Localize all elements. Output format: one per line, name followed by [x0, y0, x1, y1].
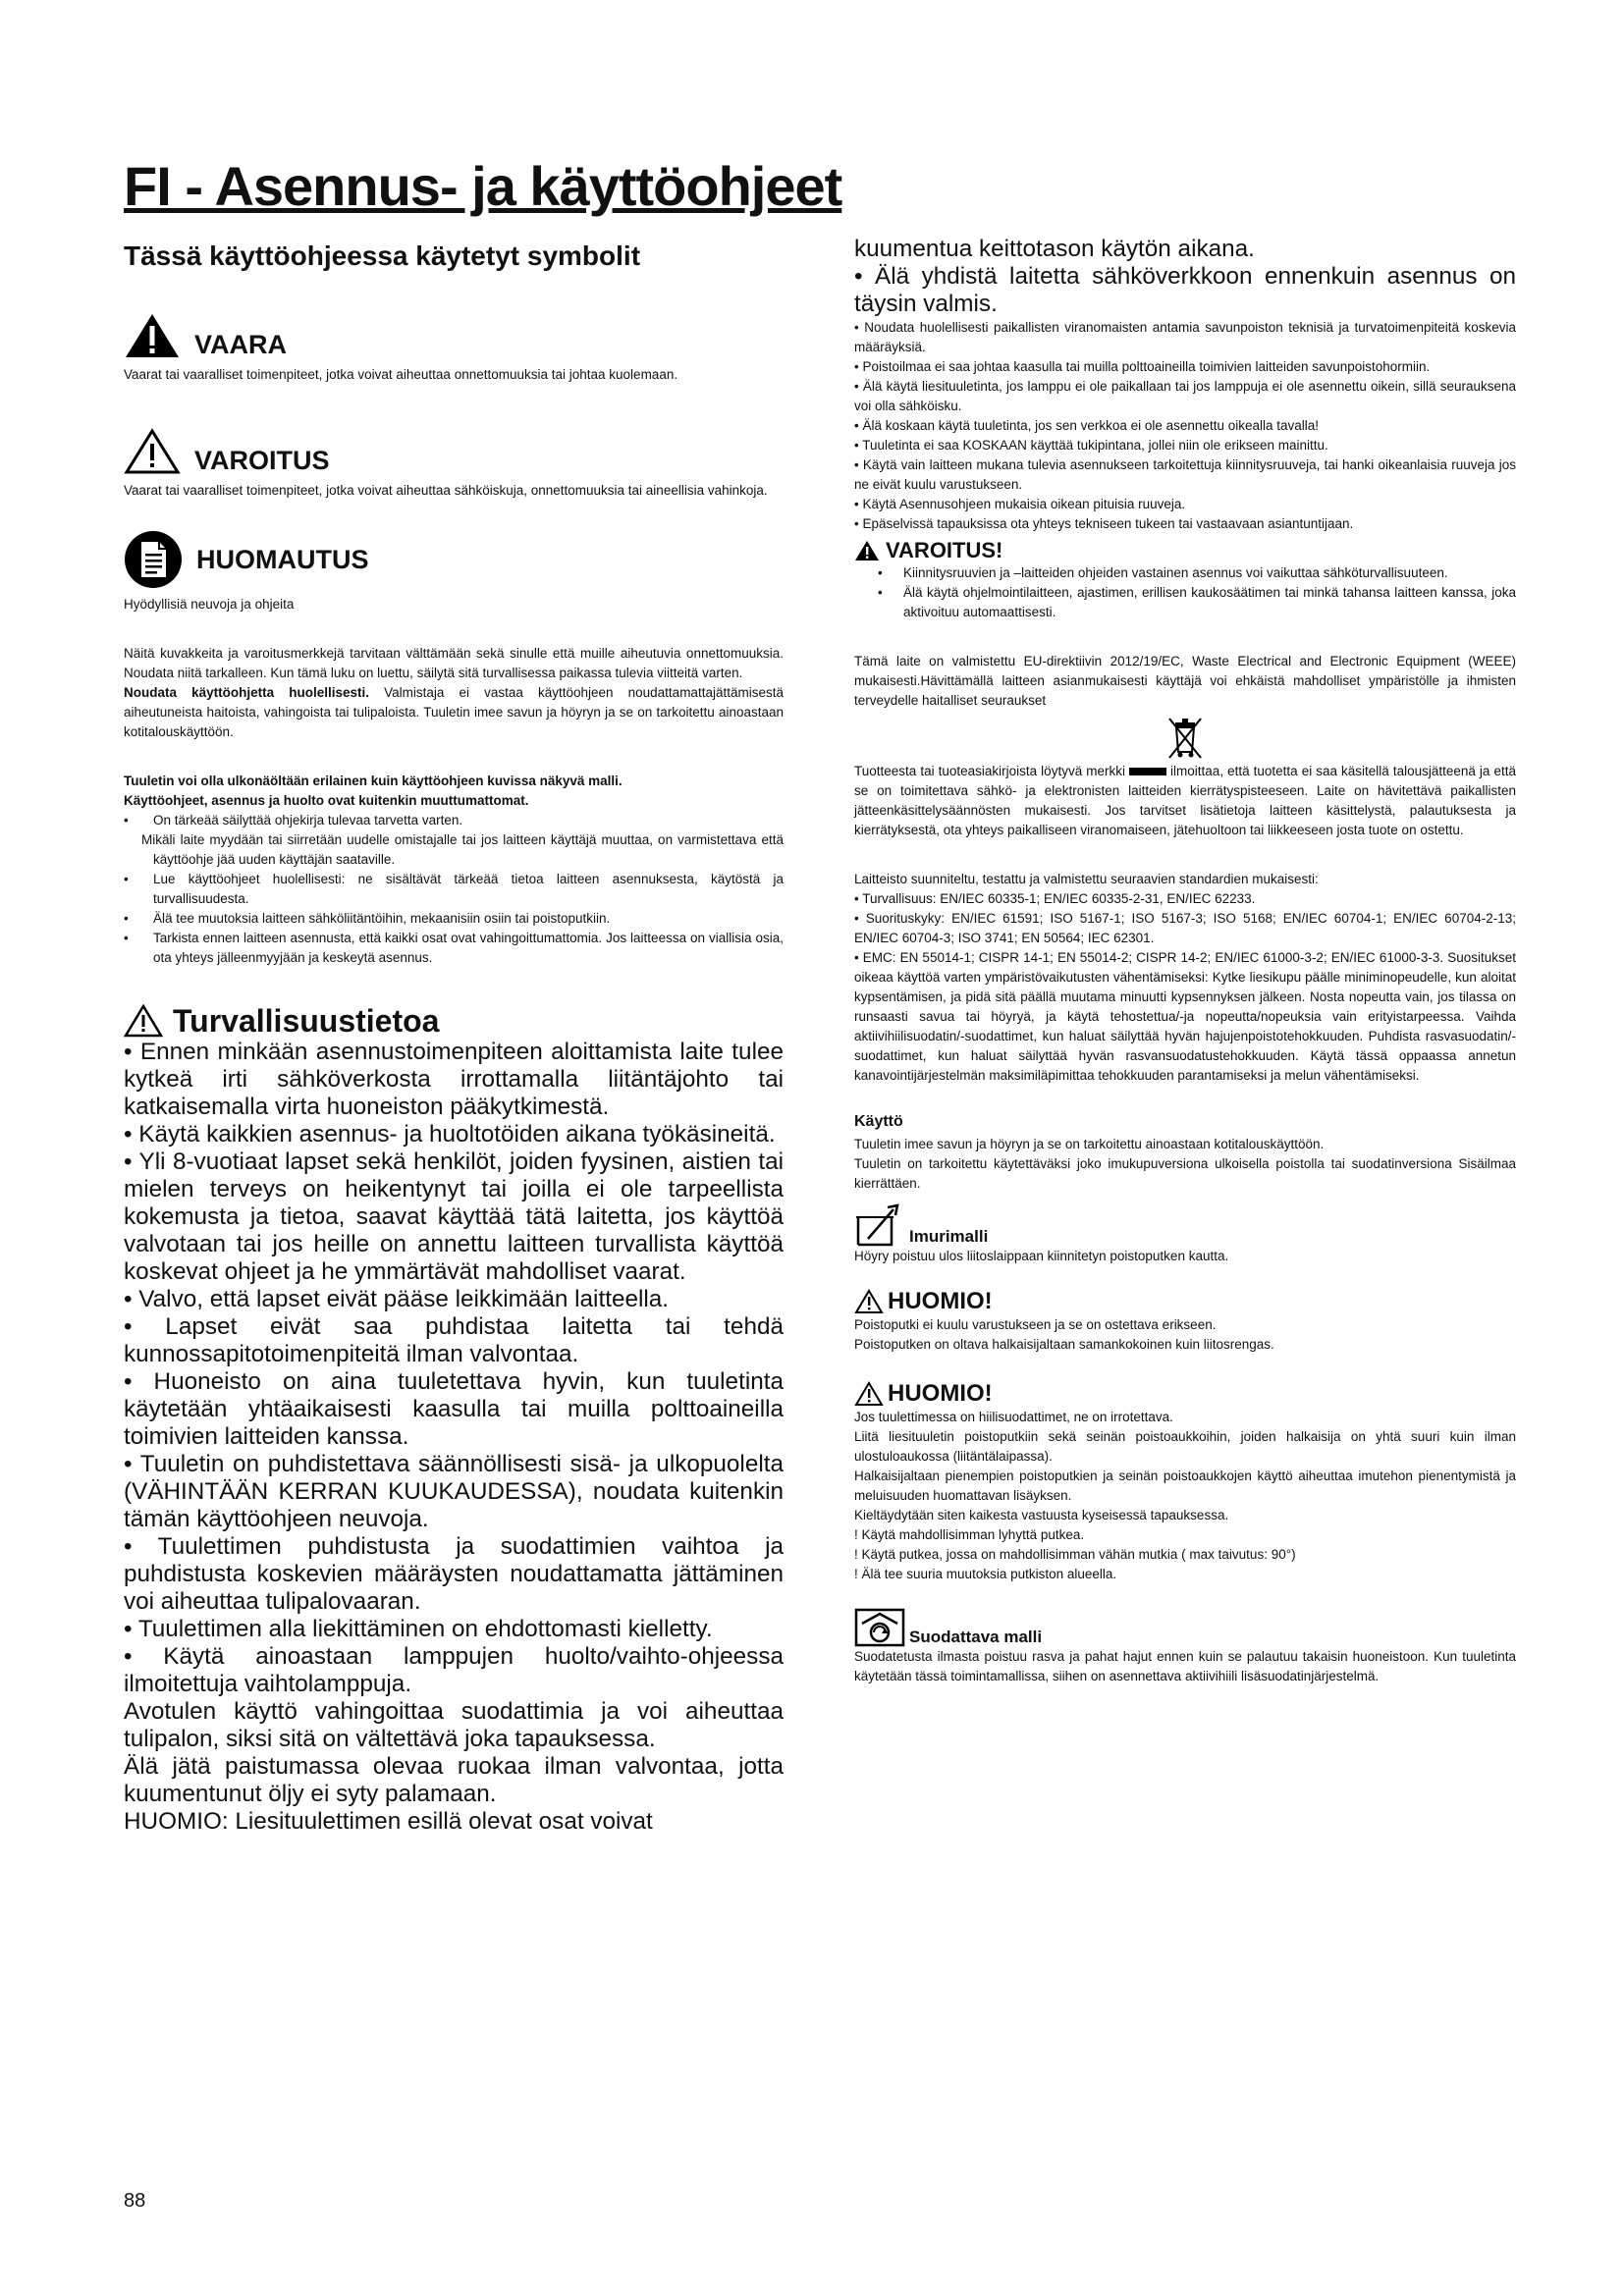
safety-item: HUOMIO: Liesituulettimen esillä olevat osat voivat [124, 1808, 653, 1835]
kaytto-heading: Käyttö [854, 1113, 903, 1130]
safety-item: • Käytä kaikkien asennus- ja huoltotöiden aikana työkäsineitä. [124, 1121, 776, 1148]
appearance-note-line2: Käyttöohjeet, asennus ja huolto ovat kuitenkin muuttumattomat. [124, 793, 529, 808]
huomautus-description: Hyödyllisiä neuvoja ja ohjeita [124, 597, 295, 612]
huomautus-title: HUOMAUTUS [196, 545, 369, 574]
list-item: • On tärkeää säilyttää ohjekirja tulevaa tarvetta varten. [124, 813, 463, 828]
vaara-description: Vaarat tai vaaralliset toimenpiteet, jotka voivat aiheuttaa onnettomuuksia tai johtaa kuolemaan. [124, 367, 678, 382]
varoitus-symbol-row [124, 428, 784, 475]
safety-continuation: kuumentua keittotason käytön aikana. [854, 236, 1255, 262]
suodattava-text: Suodatetusta ilmasta poistuu rasva ja pahat hajut ennen kuin se palautuu takaisin huoneistoon. Kun tuuletinta käytetään tässä toimintamallissa, siihen on asennettava aktiivihiili lisäsuodatinjärjestelmä. [854, 1649, 1516, 1683]
safety-item: • Lapset eivät saa puhdistaa laitetta tai tehdä kunnossapitotoimenpiteitä ilman valvontaa. [124, 1313, 784, 1367]
safety-small-item: • Älä koskaan käytä tuuletinta, jos sen verkkoa ei ole asennettu oikealla tavalla! [854, 418, 1320, 433]
general-bullets-2 [124, 870, 784, 968]
list-item: • Tarkista ennen laitteen asennusta, että kaikki osat ovat vahingoittumattomia. Jos laitteessa on viallisia osia, ota yhteys jälleenmyyjään ja keskeytä asennus. [124, 931, 784, 965]
imurimalli-heading-row [854, 1203, 1516, 1247]
general-bullets [124, 811, 784, 830]
safety-item: • Älä yhdistä laitetta sähköverkkoon ennenkuin asennus on täysin valmis. [854, 263, 1516, 317]
safety-item: • Tuulettimen alla liekittäminen on ehdottomasti kielletty. [124, 1616, 713, 1642]
follow-instructions-text: Valmistaja ei vastaa käyttöohjeen noudattamattajättämisestä aiheutuneista haitoista, vahingoista tai tulipaloista. Tuuletin imee savun ja höyryn ja se on tarkoitettu ainoastaan kotitalouskäyttöön. [124, 685, 784, 739]
standards-item: • Turvallisuus: EN/IEC 60335-1; EN/IEC 60335-2-31, EN/IEC 62233. [854, 891, 1256, 906]
standards-intro: Laitteisto suunniteltu, testattu ja valmistettu seuraavien standardien mukaisesti: [854, 872, 1319, 886]
huomio2-text: Liitä liesituuletin poistoputkiin sekä seinän poistoaukkoihin, joiden halkaisija on yhtä suuri kuin ilman ulostuloaukossa (liitäntälaipassa). [854, 1429, 1516, 1464]
list-item: • Lue käyttöohjeet huolellisesti: ne sisältävät tärkeää tietoa laitteen asennuksesta, käytöstä ja turvallisuudesta. [124, 872, 784, 906]
safety-small-item: • Käytä vain laitteen mukana tulevia asennukseen tarkoitettuja kiinnitysruuveja, tai hanki oikeanlaisia ruuveja jos ne eivät kuulu varustukseen. [854, 457, 1516, 492]
list-item: • Älä tee muutoksia laitteen sähköliitäntöihin, mekaanisiin osiin tai poistoputkiin. [124, 911, 611, 926]
safety-item: • Huoneisto on aina tuuletettava hyvin, kun tuuletinta käytetään yhtäaikaisesti kaasulla tai muilla polttoaineilla toimivien laitteiden kanssa. [124, 1368, 784, 1450]
varoitus-bullets [878, 563, 1516, 622]
warning-triangle-icon [124, 428, 181, 475]
huomio2-text: Jos tuulettimessa on hiilisuodattimet, ne on irrotettava. [854, 1410, 1173, 1424]
varoitus-heading: VAROITUS! [886, 538, 1003, 562]
recirculation-hood-icon [854, 1608, 905, 1647]
varoitus-heading-row [854, 538, 1516, 563]
follow-instructions-paragraph [124, 683, 784, 742]
warning-triangle-icon [854, 1289, 884, 1314]
black-bar-mark-icon [1129, 768, 1166, 775]
huomio2-text: Kieltäydytään siten kaikesta vastuusta kyseisessä tapauksessa. [854, 1508, 1229, 1522]
safety-small-item: • Poistoilmaa ei saa johtaa kaasulla tai muilla polttoaineilla toimivien laitteiden savunpoistohormiin. [854, 359, 1431, 374]
varoitus-description: Vaarat tai vaaralliset toimenpiteet, jotka voivat aiheuttaa sähköiskuja, onnettomuuksia tai aineellisia vahinkoja. [124, 483, 768, 498]
safety-item: • Käytä ainoastaan lamppujen huolto/vaihto-ohjeessa ilmoitettuja vaihtolamppuja. [124, 1643, 784, 1697]
varoitus-title: VAROITUS [194, 446, 330, 475]
suodattava-heading-row [854, 1608, 1516, 1647]
kaytto-text: Tuuletin on tarkoitettu käytettäväksi joko imukupuversiona ulkoisella poistolla tai suodatinversiona Sisäilmaa kierrättäen. [854, 1156, 1516, 1191]
huomio1-heading-row [854, 1288, 1516, 1315]
huomio1-text: Poistoputki ei kuulu varustukseen ja se on ostettava erikseen. [854, 1317, 1217, 1332]
safety-item: • Tuulettimen puhdistusta ja suodattimien vaihtoa ja puhdistusta koskevien määräysten noudattamatta jättäminen voi aiheuttaa tulipalovaaran. [124, 1533, 784, 1615]
danger-triangle-icon [854, 540, 880, 561]
safety-small-item: • Noudata huolellisesti paikallisten viranomaisten antamia savunpoiston teknisiä ja turvatoimenpiteitä koskevia määräyksiä. [854, 320, 1516, 354]
standards-item: • Suorituskyky: EN/IEC 61591; ISO 5167-1; ISO 5167-3; ISO 5168; EN/IEC 60704-1; EN/IEC 60704-2-13; EN/IEC 60704-3; ISO 3741; EN 50564; IEC 62301. [854, 911, 1516, 945]
huomio2-text: ! Älä tee suuria muutoksia putkiston alueella. [854, 1567, 1117, 1581]
huomio1-heading: HUOMIO! [888, 1288, 993, 1314]
standards-item: • EMC: EN 55014-1; CISPR 14-1; EN 55014-2; CISPR 14-2; EN/IEC 61000-3-2; EN/IEC 61000-3-3. Suositukset oikeaa käyttöä varten ympäristövaikutusten vähentämiseksi: Kytke liesikupu päälle miniminopeudelle, kun aloitat kypsentämisen, ja pidä sitä päällä muutama minuutti kypsennyksen jälkeen. Nosta nopeutta vain, jos tilassa on runsaasti savua tai höyryä, ja käytä tehostettua/-ja nopeutta/nopeuksia vain erityistarpeessa. Vaihda aktiivihiilisuodatin/-suodattimet, kun haluat säilyttää hyvän hajujenpoistotehokkuuden. Puhdista rasvasuodatin/-suodattimet, kun haluat säilyttää hyvän rasvansuodatustehokkuuden. Käytä tässä oppaassa annetun kanavointijärjestelmän maksimiläpimittaa tehokkuuden parantamiseksi ja melun vähentämiseksi. [854, 950, 1516, 1083]
safety-small-item: • Älä käytä liesituuletinta, jos lamppu ei ole paikallaan tai jos lamppuja ei ole asennettu oikein, sillä seurauksena voi olla sähköisku. [854, 379, 1516, 413]
huomautus-symbol-row [124, 530, 784, 589]
extraction-hood-icon [854, 1203, 905, 1247]
safety-heading-row [124, 1003, 784, 1039]
imurimalli-heading: Imurimalli [909, 1227, 989, 1246]
warning-triangle-icon [124, 1004, 163, 1038]
safety-small-item: • Käytä Asennusohjeen mukaisia oikean pituisia ruuveja. [854, 497, 1186, 511]
suodattava-heading: Suodattava malli [909, 1628, 1043, 1646]
safety-small-item: • Epäselvissä tapauksissa ota yhteys tekniseen tukeen tai vastaavaan asiantuntijaan. [854, 516, 1354, 531]
imurimalli-text: Höyry poistuu ulos liitoslaippaan kiinnitetyn poistoputken kautta. [854, 1249, 1229, 1263]
note-document-icon [124, 530, 183, 589]
appearance-note-line1: Tuuletin voi olla ulkonäöltään erilainen kuin käyttöohjeen kuvissa näkyvä malli. [124, 774, 623, 788]
safety-item: • Valvo, että lapset eivät pääse leikkimään laitteella. [124, 1286, 670, 1312]
vaara-title: VAARA [194, 330, 287, 359]
safety-small-item: • Tuuletinta ei saa KOSKAAN käyttää tukipintana, jollei niin ole erikseen mainittu. [854, 438, 1328, 453]
safety-heading: Turvallisuustietoa [173, 1003, 440, 1039]
crossed-bin-icon [1165, 715, 1205, 762]
page-number: 88 [124, 2190, 146, 2212]
huomio1-text: Poistoputken on oltava halkaisijaltaan samankokoinen kuin liitosrengas. [854, 1337, 1274, 1352]
safety-item: • Yli 8-vuotiaat lapset sekä henkilöt, joiden fyysinen, aistien tai mielen terveys on heikentynyt tai joilla ei ole tarpeellista kokemusta ja tietoa, saavat käyttää tätä laitetta, jos käyttöä valvotaan tai jos heille on annettu laitteen turvallista käyttöä koskevat ohjeet ja he ymmärtävät mahdolliset vaarat. [124, 1148, 784, 1285]
list-item: • Älä käytä ohjelmointilaitteen, ajastimen, erillisen kaukosäätimen tai minkä tahansa laitteen kanssa, joka aktivoituu automaattisesti. [878, 585, 1516, 619]
huomio2-text: ! Käytä mahdollisimman lyhyttä putkea. [854, 1527, 1085, 1542]
huomio2-heading-row [854, 1380, 1516, 1408]
right-column [854, 236, 1516, 1686]
list-item: • Kiinnitysruuvien ja –laitteiden ohjeiden vastainen asennus voi vaikuttaa sähköturvallisuuteen. [878, 565, 1448, 580]
safety-item: Avotulen käyttö vahingoittaa suodattimia ja voi aiheuttaa tulipalon, siksi sitä on vältettävä joka tapauksessa. [124, 1698, 784, 1752]
warning-triangle-icon [854, 1381, 884, 1407]
huomio2-text: ! Käytä putkea, jossa on mahdollisimman vähän mutkia ( max taivutus: 90°) [854, 1547, 1296, 1562]
left-column [124, 236, 784, 1836]
page-title: FI - Asennus- ja käyttöohjeet [124, 155, 842, 217]
weee-mark-paragraph: Tuotteesta tai tuoteasiakirjoista löytyvä merkki ilmoittaa, että tuotetta ei saa käsitellä talousjätteenä ja että se on toimitettava sähkö- ja elektronisten laitteiden kierrätyspisteeseen. Laite on hävitettävä paikallisten jätteenkäsittelysäännösten mukaisesti. Jos tarvitset lisätietoja laitteen käsittelystä, palautuksesta ja kierrätyksestä, ota yhteys paikalliseen viranomaiseen, jätehuoltoon tai liikkeeseen josta tuote on ostettu. [854, 764, 1516, 837]
follow-instructions-bold: Noudata käyttöohjetta huolellisesti. [124, 685, 369, 700]
symbols-heading: Tässä käyttöohjeessa käytetyt symbolit [124, 240, 641, 271]
danger-triangle-icon [124, 312, 181, 359]
intro-paragraph: Näitä kuvakkeita ja varoitusmerkkejä tarvitaan välttämään sekä sinulle että muille aiheutuvia onnettomuuksia. Noudata niitä tarkalleen. Kun tämä luku on luettu, säilytä sitä turvallisessa paikassa tulevia viitteitä varten. [124, 646, 784, 680]
safety-item: • Tuuletin on puhdistettava säännöllisesti sisä- ja ulkopuolelta (VÄHINTÄÄN KERRAN KUUKAUDESSA), noudata kuitenkin tämän käyttöohjeen neuvoja. [124, 1451, 784, 1532]
vaara-symbol-row [124, 312, 784, 359]
weee-paragraph: Tämä laite on valmistettu EU-direktiivin 2012/19/EC, Waste Electrical and Electronic Equipment (WEEE) mukaisesti.Hävittämällä laitteen asianmukaisesti käyttäjä voi ehkäistä mahdolliset ympäristölle ja ihmisten terveydelle haitalliset seuraukset [854, 654, 1516, 708]
bullet1-subparagraph: Mikäli laite myydään tai siirretään uudelle omistajalle tai jos laitteen käyttäjä muuttaa, on varmistettava että käyttöohje jää uuden käyttäjän saataville. [141, 832, 784, 867]
huomio2-heading: HUOMIO! [888, 1380, 993, 1407]
safety-item: • Ennen minkään asennustoimenpiteen aloittamista laite tulee kytkeä irti sähköverkosta irrottamalla liitäntäjohto tai katkaisemalla virta huoneiston pääkytkimestä. [124, 1039, 784, 1120]
safety-item: Älä jätä paistumassa olevaa ruokaa ilman valvontaa, jotta kuumentunut öljy ei syty palamaan. [124, 1753, 784, 1807]
kaytto-text: Tuuletin imee savun ja höyryn ja se on tarkoitettu ainoastaan kotitalouskäyttöön. [854, 1137, 1325, 1151]
huomio2-text: Halkaisijaltaan pienempien poistoputkien ja seinän poistoaukkojen käyttö aiheuttaa imutehon pienentymistä ja meluisuuden huomattavan lisäyksen. [854, 1468, 1516, 1503]
